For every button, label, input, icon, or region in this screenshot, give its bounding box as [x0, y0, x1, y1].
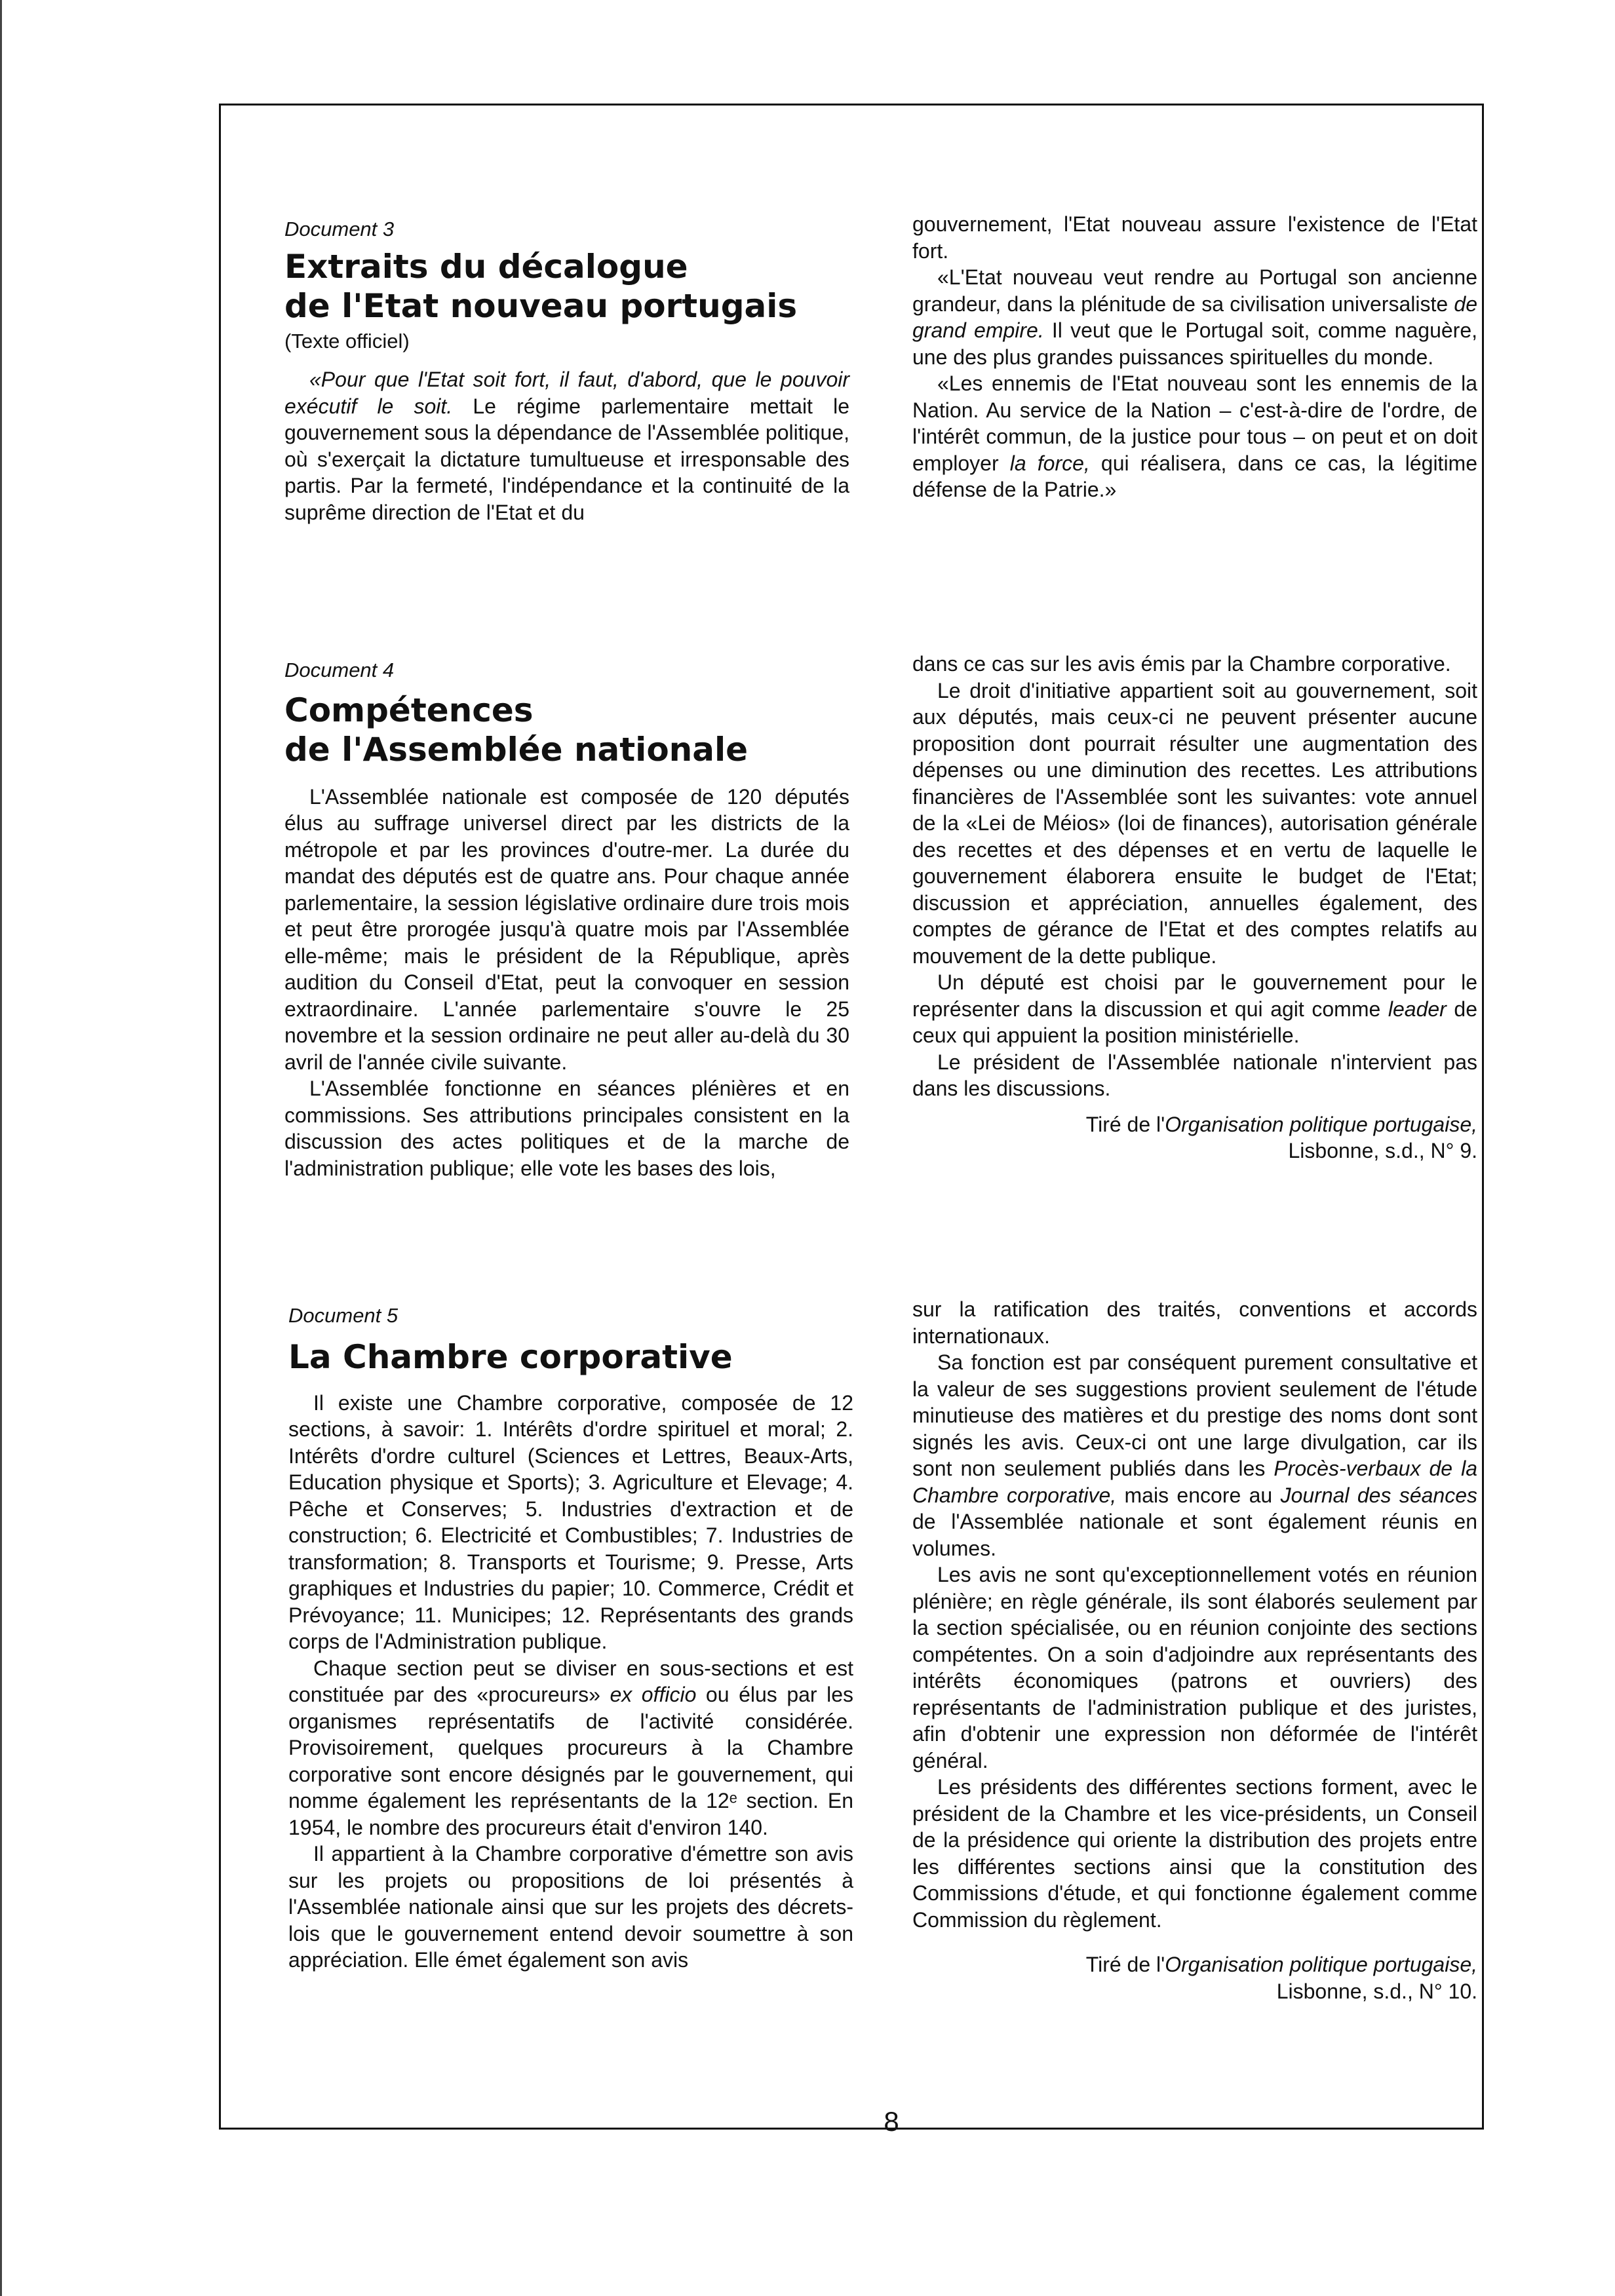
doc5-title: La Chambre corporative [288, 1337, 733, 1376]
doc4-right-p4: Le président de l'Assemblée nationale n'intervient pas dans les discussions. [912, 1050, 1477, 1100]
doc5-left-p2-a: Chaque section peut se diviser en sous-sections et est constituée par des «procureurs» [288, 1656, 853, 1706]
doc4-right-p1: dans ce cas sur les avis émis par la Chambre corporative. [912, 652, 1451, 676]
doc5-label: Document 5 [288, 1304, 399, 1327]
doc5-source-em: Organisation politique portugaise, [1165, 1953, 1477, 1976]
doc5-right-column [912, 1296, 1477, 2004]
doc3-right-p1: gouvernement, l'Etat nouveau assure l'existence de l'Etat fort. [912, 212, 1477, 263]
doc3-right-p2-a: «L'Etat nouveau veut rendre au Portugal son ancienne grandeur, dans la plénitude de sa civilisation universaliste [912, 265, 1477, 316]
doc3-right-p3-em: la force, [1009, 451, 1090, 475]
doc5-source-a: Tiré de l' [1085, 1953, 1165, 1976]
doc4-source [912, 1111, 1477, 1164]
doc5-left-p1: Il existe une Chambre corporative, composée de 12 sections, à savoir: 1. Intérêts d'ordre spirituel et moral; 2. Intérêts d'ordre culturel (Sciences et Lettres, Beaux-Arts, Education physique et Sports); 3. Agriculture et Elevage; 4. Pêche et Conserves; 5. Industries d'extraction et de construction; 6. Electricité et Combustibles; 7. Industries de transformation; 8. Transports et Tourisme; 9. Presse, Arts graphiques et Industries du papier; 10. Commerce, Crédit et Prévoyance; 11. Municipes; 12. Représentants des grands corps de l'Administration publique. [288, 1390, 853, 1653]
doc3-title-line1: Extraits du décalogue [284, 247, 688, 286]
doc5-right-p2 [912, 1349, 1477, 1561]
doc5-right-p2-em1: Procès-verbaux de la Chambre corporative, [912, 1457, 1477, 1507]
doc5-right-p2-c: de l'Assemblée nationale et sont également réunis en volumes. [912, 1510, 1477, 1560]
doc3-right-p2-em: de grand empire. [912, 292, 1477, 342]
doc5-source-line2: Lisbonne, s.d., N° 10. [1276, 1979, 1477, 2003]
doc3-subtitle: (Texte officiel) [284, 329, 410, 353]
doc4-right-p2: Le droit d'initiative appartient soit au gouvernement, soit aux députés, mais ceux-ci ne peuvent présenter aucune proposition dont pourrait résulter une augmentation des dépenses ou une diminution des recettes. Les attributions financières de l'Assemblée sont les suivantes: vote annuel de la «Lei de Méios» (loi de finances), autorisation générale des recettes et des dépenses et en vertu de laquelle le gouvernement élaborera ensuite le budget de l'Etat; discussion et appréciation, annuelles également, des comptes de gérance de l'Etat et des comptes relatifs au mouvement de la dette publique. [912, 678, 1477, 968]
doc3-right-p2 [912, 264, 1477, 370]
doc3-left-text: Le régime parlementaire mettait le gouvernement sous la dépendance de l'Assemblée politique, où s'exerçait la dictature tumultueuse et irresponsable des partis. Par la fermeté, l'indépendance et la continuité de la suprême direction de l'Etat et du [284, 394, 850, 524]
doc5-left-column [288, 1303, 853, 1974]
doc3-label: Document 3 [284, 218, 395, 240]
doc5-right-p2-b: mais encore au [1116, 1483, 1281, 1507]
doc3-right-p2-b: Il veut que le Portugal soit, comme naguère, une des plus grandes puissances spirituelles du monde. [912, 318, 1478, 369]
doc5-left-p2 [288, 1655, 853, 1841]
doc4-right-p3-em: leader [1388, 997, 1447, 1021]
doc4-title-line2: de l'Assemblée nationale [284, 730, 749, 769]
doc4-right-column [912, 651, 1477, 1164]
doc3-right-p3-b: qui réalisera, dans ce cas, la légitime défense de la Patrie.» [912, 451, 1478, 501]
page-number: 8 [884, 2106, 899, 2137]
doc4-source-em: Organisation politique portugaise, [1165, 1112, 1477, 1136]
doc5-right-p2-em2: Journal des séances [1280, 1483, 1478, 1507]
doc4-left-p1: L'Assemblée nationale est composée de 120 députés élus au suffrage universel direct par les districts de la métropole et par les provinces d'outre-mer. La durée du mandat des députés est de quatre ans. Pour chaque année parlementaire, la session législative ordinaire dure trois mois et peut être prorogée jusqu'à quatre mois par l'Assemblée elle-même; mais le président de la République, après audition du Conseil d'Etat, peut la convoquer en session extraordinaire. L'année parlementaire s'ouvre le 25 novembre et la session ordinaire ne peut aller au-delà du 30 avril de l'année civile suivante. [284, 784, 849, 1074]
doc4-title [284, 691, 849, 769]
doc5-left-p2-em: ex officio [610, 1683, 697, 1706]
doc5-right-p2-a: Sa fonction est par conséquent purement consultative et la valeur de ses suggestions provient seulement de l'étude minutieuse des matières et du prestige des noms dont sont signés les avis. Ceux-ci ont une large divulgation, car ils sont non seulement publiés dans les [912, 1350, 1477, 1480]
doc5-right-p4: Les présidents des différentes sections forment, avec le président de la Chambre et les vice-présidents, un Conseil de la présidence qui oriente la distribution des projets entre les différentes sections ainsi que la constitution des Commissions d'étude, et qui fonctionne également comme Commission du règlement. [912, 1775, 1477, 1932]
doc4-right-p3-b: de ceux qui appuient la position ministérielle. [912, 997, 1478, 1047]
doc4-title-line1: Compétences [284, 691, 534, 729]
doc4-source-a: Tiré de l' [1085, 1112, 1165, 1136]
doc4-left-column [284, 657, 849, 1181]
doc5-left-p3: Il appartient à la Chambre corporative d'émettre son avis sur les projets ou propositions de loi présentés à l'Assemblée nationale ainsi que sur les projets des décrets-lois que le gouvernement entend devoir soumettre à son appréciation. Elle émet également son avis [288, 1842, 853, 1972]
scan-edge [0, 0, 2, 2296]
doc5-left-p2-b: ou élus par les organismes représentatifs de l'activité considérée. Provisoirement, quelques procureurs à la Chambre corporative sont encore désignés par le gouvernement, qui nomme également les représentants de la 12ᵉ section. En 1954, le nombre des procureurs était d'environ 140. [288, 1683, 854, 1839]
doc5-right-p3: Les avis ne sont qu'exceptionnellement votés en réunion plénière; en règle générale, ils sont élaborés seulement par la section spécialisée, ou en réunion conjointe des sections compétentes. On a soin d'adjoindre aux représentants des intérêts économiques (patrons et ouvriers) des représentants de l'administration publique et des juristes, afin d'obtenir une expression non déformée de l'intérêt général. [912, 1563, 1477, 1772]
doc4-right-p3 [912, 969, 1477, 1049]
doc3-title-line2: de l'Etat nouveau portugais [284, 286, 798, 325]
doc3-left-column [284, 216, 849, 526]
doc4-left-p2: L'Assemblée fonctionne en séances plénières et en commissions. Ses attributions principales consistent en la discussion des actes politiques et de la marche de l'administration publique; elle vote les bases des lois, [284, 1077, 849, 1180]
doc3-right-column [912, 211, 1477, 503]
doc3-right-p3-a: «Les ennemis de l'Etat nouveau sont les ennemis de la Nation. Au service de la Nation – c'est-à-dire de l'ordre, de l'intérêt commun, de la justice pour tous – on peut et on doit employer [912, 372, 1477, 475]
doc4-source-line2: Lisbonne, s.d., N° 9. [1288, 1139, 1477, 1162]
doc3-right-p3 [912, 370, 1477, 503]
doc4-right-p3-a: Un député est choisi par le gouvernement pour le représenter dans la discussion et qui agit comme [912, 970, 1477, 1021]
doc3-quote-italic: «Pour que l'Etat soit fort, il faut, d'abord, que le pouvoir exécutif le soit. [284, 368, 849, 418]
doc5-source [912, 1951, 1477, 2004]
doc3-title [284, 247, 849, 326]
doc4-label: Document 4 [284, 659, 395, 681]
doc5-right-p1: sur la ratification des traités, conventions et accords internationaux. [912, 1297, 1477, 1348]
doc3-left-paragraph [284, 366, 849, 526]
